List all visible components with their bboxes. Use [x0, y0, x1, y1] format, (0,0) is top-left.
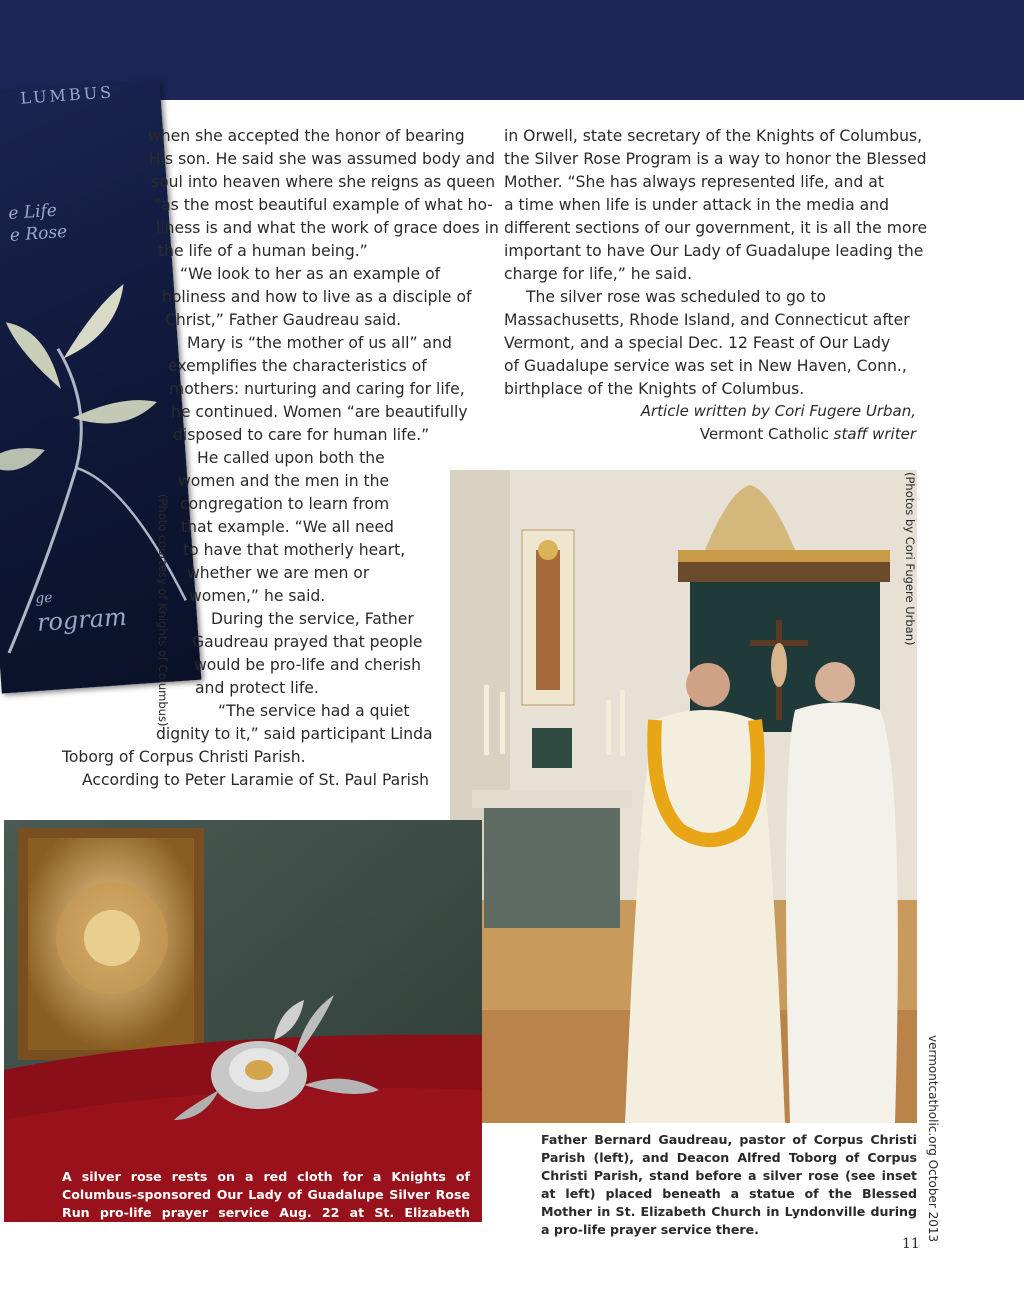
silver-rose-photo	[4, 820, 482, 1222]
text-line: whether we are men or	[187, 564, 370, 582]
text-line: would be pro-life and cherish	[194, 656, 422, 674]
text-line: when she accepted the honor of bearing	[148, 127, 465, 145]
text-line: the life of a human being.”	[158, 242, 368, 260]
inset-photo-caption: A silver rose rests on a red cloth for a Knights of Columbus-sponsored Our Lady of Guadalupe Silver Rose Run pro-life prayer service Aug. 22 at St. Elizabeth Church in Lyndonville.	[62, 1169, 470, 1238]
text-line: women,” he said.	[189, 587, 326, 605]
text-line: Massachusetts, Rhode Island, and Connecticut after	[504, 311, 910, 329]
text-line: important to have Our Lady of Guadalupe leading the	[504, 242, 924, 260]
text-line: women and the men in the	[178, 472, 390, 490]
text-line: “We look to her as an example of	[180, 265, 441, 283]
text-line: The silver rose was scheduled to go to	[526, 288, 827, 306]
text-line: Christ,” Father Gaudreau said.	[165, 311, 402, 329]
text-line: liness is and what the work of grace does in	[156, 219, 499, 237]
text-line: Gaudreau prayed that people	[192, 633, 423, 651]
book-subtitle-text: e Life	[7, 200, 58, 224]
page-number: 11	[902, 1236, 920, 1252]
text-line: He called upon both the	[197, 449, 385, 467]
text-line: and protect life.	[195, 679, 319, 697]
text-line: that example. “We all need	[181, 518, 394, 536]
text-line: of Guadalupe service was set in New Haven, Conn.,	[504, 357, 907, 375]
church-altar-photo	[450, 470, 917, 1123]
main-photo-caption: Father Bernard Gaudreau, pastor of Corpus Christi Parish (left), and Deacon Alfred Toborg of Corpus Christi Parish, stand before a silver rose (see inset at left) placed beneath a statue of the Blessed Mother in St. Elizabeth Church in Lyndonville during a pro-life prayer service there.	[541, 1132, 917, 1237]
text-line: a time when life is under attack in the media and	[504, 196, 890, 214]
text-line: During the service, Father	[211, 610, 414, 628]
photo-credit-left: (Photo courtesy of Knights of Columbus)	[156, 494, 170, 727]
text-line: holiness and how to live as a disciple of	[162, 288, 472, 306]
text-line: different sections of our government, it is all the more	[504, 219, 928, 237]
text-line: His son. He said she was assumed body and	[149, 150, 495, 168]
text-line: Mother. “She has always represented life, and at	[504, 173, 884, 191]
text-line: exemplifies the characteristics of	[168, 357, 427, 375]
byline-author: Article written by Cori Fugere Urban,	[640, 402, 916, 420]
text-line: birthplace of the Knights of Columbus.	[504, 380, 805, 398]
text-line: Vermont, and a special Dec. 12 Feast of Our Lady	[504, 334, 891, 352]
text-line: he continued. Women “are beautifully	[171, 403, 468, 421]
article-column-1	[0, 125, 499, 792]
text-line: “as the most beautiful example of what ho-	[153, 196, 493, 214]
text-line: disposed to care for human life.”	[173, 426, 430, 444]
text-line: According to Peter Laramie of St. Paul Parish	[82, 771, 429, 789]
article-column-2	[504, 125, 927, 401]
text-line: charge for life,” he said.	[504, 265, 693, 283]
text-line: Mary is “the mother of us all” and	[187, 334, 452, 352]
church-altar-illustration	[450, 470, 917, 1123]
silver-rose-illustration	[4, 820, 482, 1222]
byline-role	[700, 425, 916, 443]
text-line: soul into heaven where she reigns as queen	[151, 173, 496, 191]
publication-footer: vermontcatholic.org October 2013	[926, 1035, 940, 1243]
text-line: to have that motherly heart,	[183, 541, 406, 559]
text-line: “The service had a quiet	[218, 702, 410, 720]
text-line: in Orwell, state secretary of the Knights of Columbus,	[504, 127, 923, 145]
text-line: congregation to learn from	[180, 495, 390, 513]
text-line: dignity to it,” said participant Linda	[156, 725, 433, 743]
text-line: mothers: nurturing and caring for life,	[169, 380, 465, 398]
book-program-text: ge	[34, 589, 54, 607]
book-subtitle-text: e Rose	[9, 221, 68, 246]
text-line: Toborg of Corpus Christi Parish.	[62, 748, 306, 766]
text-line: the Silver Rose Program is a way to honor the Blessed	[504, 150, 927, 168]
book-program-text: rogram	[36, 602, 128, 637]
byline-staff: staff writer	[833, 425, 916, 443]
byline-publication: Vermont Catholic	[699, 425, 829, 443]
photo-credit-right: (Photos by Cori Fugere Urban)	[903, 472, 917, 646]
book-title-text: LUMBUS	[19, 82, 115, 108]
